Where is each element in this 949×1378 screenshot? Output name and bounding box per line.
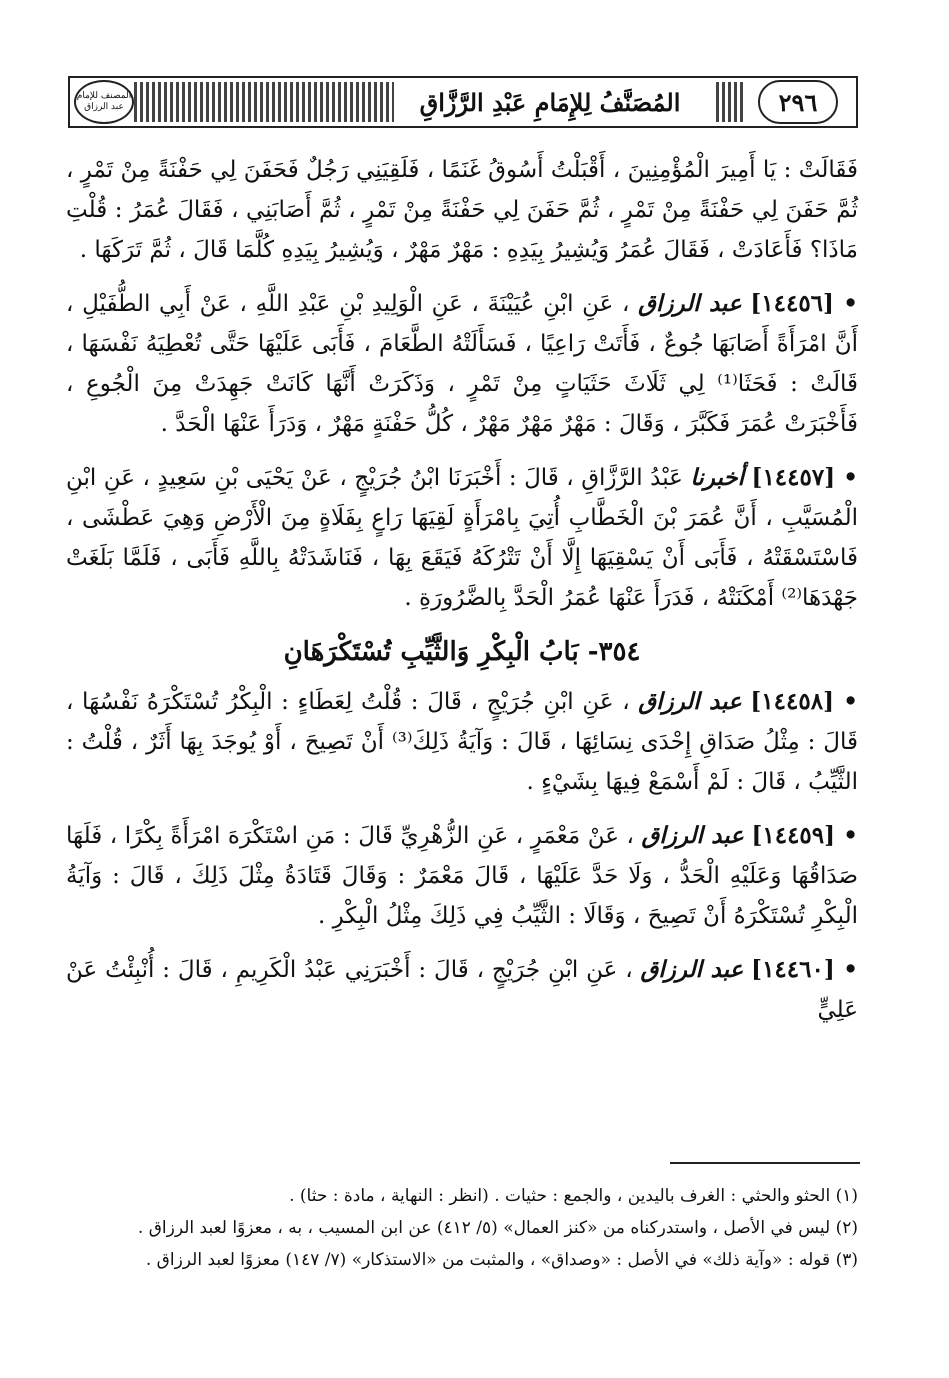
- hadith-text: ، عَنْ مَعْمَرٍ ، عَنِ الزُّهْرِيِّ قَالَ : مَنِ اسْتَكْرَهَ امْرَأَةً بِكْرًا ، فَلَهَا صَدَاقُهَا وَعَلَيْهِ الْحَدُّ ، وَلَا حَدَّ عَلَيْهَا ، قَالَ مَعْمَرٌ : وَقَالَ قَتَادَةُ مِثْلَ ذَلِكَ ، قَالَ : وَآيَةُ الْبِكْرِ تُسْتَكْرَهُ أَنْ تَصِيحَ ، وَقَالَا : الثَّيِّبُ فِي ذَلِكَ مِثْلُ الْبِكْرِ .: [66, 823, 858, 929]
- hadith-source: عبد الرزاق: [638, 290, 742, 317]
- paragraph-text: فَقَالَتْ : يَا أَمِيرَ الْمُؤْمِنِينَ ، أَقْبَلْتُ أَسُوقُ غَنَمًا ، فَلَقِيَنِي رَجُلٌ فَحَفَنَ لِي حَفْنَةً مِنْ تَمْرٍ ، ثُمَّ حَفَنَ لِي حَفْنَةً مِنْ تَمْرٍ ، ثُمَّ حَفَنَ لِي حَفْنَةً مِنْ تَمْرٍ ، ثُمَّ أَصَابَنِي ، فَقَالَ عُمَرُ : قُلْتِ مَاذَا؟ فَأَعَادَتْ ، فَقَالَ عُمَرُ وَيُشِيرُ بِيَدِهِ : مَهْرٌ مَهْرٌ ، وَيُشِيرُ بِيَدِهِ كُلَّمَا قَالَ ، ثُمَّ تَرَكَهَا .: [66, 157, 858, 263]
- running-title: المُصَنَّفُ لِلإِمَامِ عَبْدِ الرَّزَّاقِ: [400, 78, 700, 126]
- hadith-text: ، عَنِ ابْنِ جُرَيْجٍ ، قَالَ : أَخْبَرَنِي عَبْدُ الْكَرِيمِ ، قَالَ : أُنْبِئْتُ عَنْ عَلِيٍّ: [66, 957, 858, 1023]
- footnotes: [66, 1180, 858, 1276]
- main-text: [66, 150, 858, 1044]
- hadith-14456: [66, 284, 858, 444]
- footnote-2: (٢) ليس في الأصل ، واستدركناه من «كنز العمال» (٥/ ٤١٢) عن ابن المسيب ، به ، معزوًا لعبد الرزاق .: [137, 1218, 858, 1238]
- hadith-number: • [١٤٤٦٠]: [751, 956, 858, 983]
- hadith-text: ، عَنِ ابْنِ جُرَيْجٍ ، قَالَ : قُلْتُ لِعَطَاءٍ : الْبِكْرُ تُسْتَكْرَهُ نَفْسُهَا ، قَالَ : مِثْلُ صَدَاقِ إِحْدَى نِسَائِهَا ، قَالَ : وَآيَةُ ذَلِكَ⁽³⁾ أَنْ تَصِيحَ ، أَوْ يُوجَدَ بِهَا أَثَرٌ ، قُلْتُ : الثَّيِّبُ ، قَالَ : لَمْ أَسْمَعْ فِيهَا بِشَيْءٍ .: [66, 689, 858, 795]
- chapter-heading: ٣٥٤- بَابُ الْبِكْرِ وَالثَّيِّبِ تُسْتَكْرَهَانِ: [283, 637, 641, 667]
- hadith-source: عبد الرزاق: [640, 956, 744, 983]
- header-ornament-band: [134, 82, 394, 122]
- hadith-text: ، عَنِ ابْنِ عُيَيْنَةَ ، عَنِ الْوَلِيدِ بْنِ عَبْدِ اللَّهِ ، عَنْ أَبِي الطُّفَيْلِ ، أَنَّ امْرَأَةً أَصَابَهَا جُوعٌ ، فَأَتَتْ رَاعِيًا ، فَسَأَلَتْهُ الطَّعَامَ ، فَأَبَى عَلَيْهَا حَتَّى تُعْطِيَهُ نَفْسَهَا ، قَالَتْ : فَحَثَا⁽¹⁾ لِي ثَلَاثَ حَثَيَاتٍ مِنْ تَمْرٍ ، وَذَكَرَتْ أَنَّهَا كَانَتْ جَهِدَتْ مِنَ الْجُوعِ ، فَأَخْبَرَتْ عُمَرَ فَكَبَّرَ ، وَقَالَ : مَهْرٌ مَهْرٌ مَهْرٌ ، كُلُّ حَفْنَةٍ مَهْرٌ ، وَدَرَأَ عَنْهَا الْحَدَّ .: [66, 291, 859, 437]
- page-number: ٢٩٦: [758, 80, 838, 124]
- hadith-14459: [66, 816, 858, 936]
- paragraph-continuation: [66, 150, 858, 270]
- hadith-source: أخبرنا: [690, 464, 745, 491]
- hadith-text: عَبْدُ الرَّزَّاقِ ، قَالَ : أَخْبَرَنَا ابْنُ جُرَيْجٍ ، عَنْ يَحْيَى بْنِ سَعِيدٍ ، عَنِ ابْنِ الْمُسَيَّبِ ، أَنَّ عُمَرَ بْنَ الْخَطَّابِ أُتِيَ بِامْرَأَةٍ لَقِيَهَا رَاعٍ بِفَلَاةٍ مِنَ الْأَرْضِ وَهِيَ عَطْشَى ، فَاسْتَسْقَتْهُ ، فَأَبَى أَنْ يَسْقِيَهَا إِلَّا أَنْ تَتْرُكَهُ فَيَقَعَ بِهَا ، فَنَاشَدَتْهُ بِاللَّهِ فَأَبَى ، فَلَمَّا بَلَغَتْ جَهْدَهَا⁽²⁾ أَمْكَنَتْهُ ، فَدَرَأَ عَنْهَا عُمَرُ الْحَدَّ بِالضَّرُورَةِ .: [66, 465, 858, 611]
- hadith-14457: [66, 458, 858, 618]
- hadith-source: عبد الرزاق: [641, 822, 744, 849]
- footnote-1: (١) الحثو والحثي : الغرف باليدين ، والجمع : حثيات . (انظر : النهاية ، مادة : حثا) .: [289, 1186, 858, 1206]
- hadith-number: • [١٤٤٥٨]: [750, 688, 858, 715]
- footnote-3: (٣) قوله : «وآية ذلك» في الأصل : «وصداق» ، والمثبت من «الاستذكار» (٧/ ١٤٧) معزوًا لعبد الرزاق .: [145, 1250, 858, 1270]
- hadith-number: • [١٤٤٥٧]: [751, 464, 858, 491]
- emblem-text: المصنف للإمام عبد الرزاق: [76, 91, 132, 112]
- footnote-separator: [670, 1162, 860, 1164]
- hadith-number: • [١٤٤٥٦]: [750, 290, 858, 317]
- hadith-number: • [١٤٤٥٩]: [751, 822, 858, 849]
- hadith-14458: [66, 682, 858, 802]
- header-ornament-band-right: [716, 82, 746, 122]
- hadith-source: عبد الرزاق: [638, 688, 742, 715]
- page-header: [68, 76, 858, 128]
- book-emblem: [74, 80, 134, 124]
- hadith-14460: [66, 950, 858, 1030]
